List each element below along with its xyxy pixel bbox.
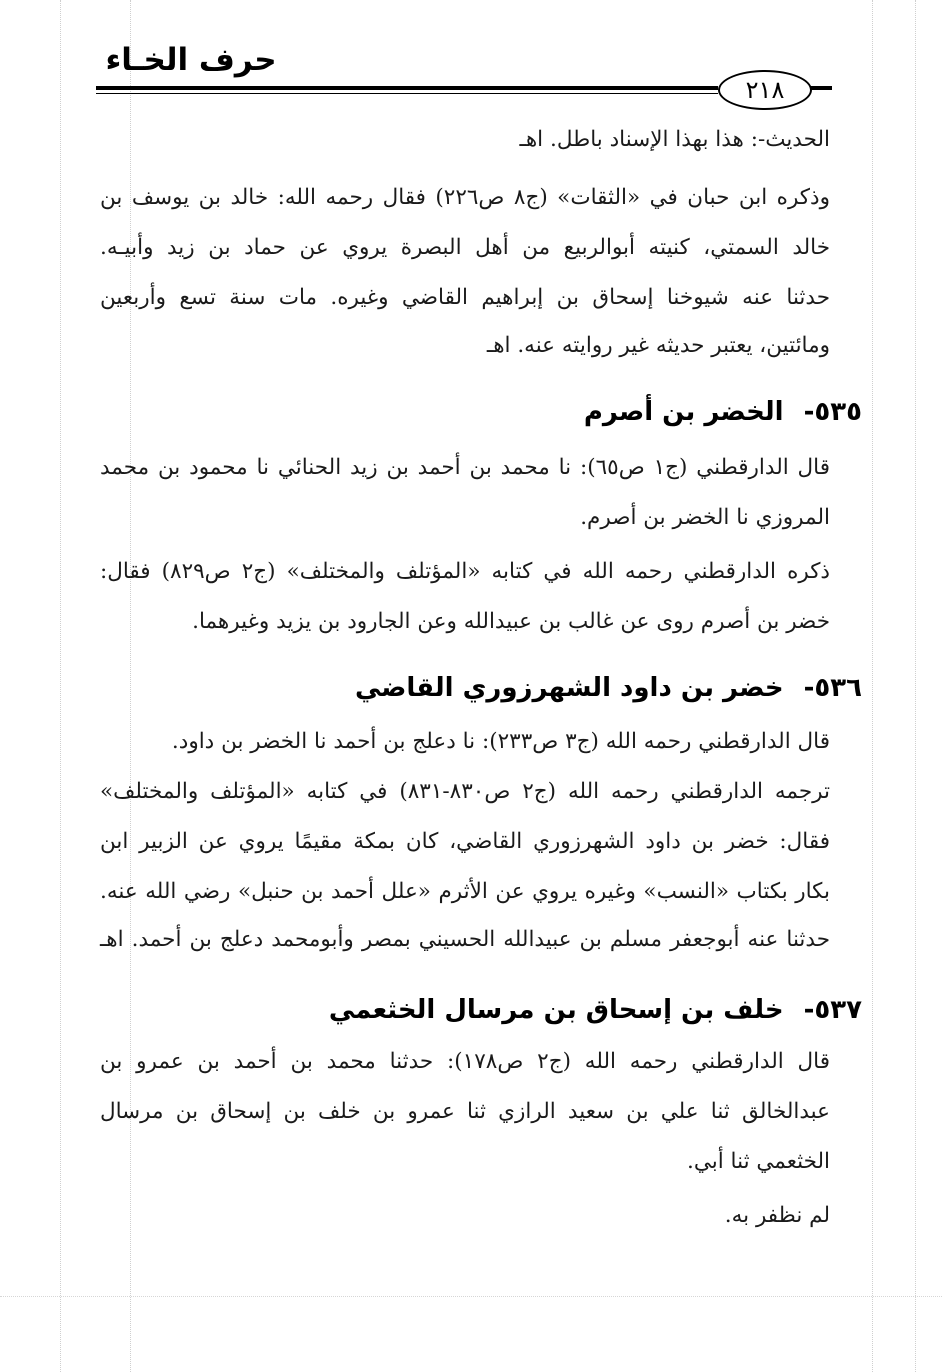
header-rule	[96, 86, 718, 90]
chapter-title: حرف الخـاء	[105, 42, 277, 78]
text-line: فقال: خضر بن داود الشهرزوري القاضي، كان بمكة مقيمًا يروي عن الزبير ابن	[100, 829, 830, 854]
text-line: عبدالخالق ثنا علي بن سعيد الرازي ثنا عمرو بن خلف بن إسحاق بن مرسال	[100, 1099, 830, 1124]
entry-heading	[102, 392, 862, 432]
scan-guide-line	[60, 0, 61, 1372]
text-line: قال الدارقطني رحمه الله (ج٣ ص٢٣٣): نا دعلج بن أحمد نا الخضر بن داود.	[171, 729, 830, 754]
scan-guide-line	[915, 0, 916, 1372]
text-line: ذكره الدارقطني رحمه الله في كتابه «المؤتلف والمختلف» (ج٢ ص٨٢٩) فقال:	[100, 559, 831, 584]
text-line: الخثعمي ثنا أبي.	[686, 1149, 830, 1174]
text-line: الحديث-: هذا بهذا الإسناد باطل. اهـ	[519, 127, 830, 152]
entry-number: ٥٣٧-	[803, 995, 862, 1025]
entry-number: ٥٣٥-	[803, 397, 862, 427]
scan-guide-line	[0, 1296, 942, 1297]
entry-name: خلف بن إسحاق بن مرسال الخثعمي	[328, 995, 784, 1025]
text-line: خالد السمتي، كنيته أبوالربيع من أهل البصرة يروي عن حماد بن زيد وأبيـه.	[100, 235, 830, 260]
text-line: لم نظفر به.	[724, 1203, 830, 1228]
entry-heading	[102, 668, 862, 708]
text-line: المروزي نا الخضر بن أصرم.	[580, 505, 830, 530]
text-line: قال الدارقطني (ج١ ص٦٥): نا محمد بن أحمد بن زيد الحنائي نا محمود بن محمد	[100, 455, 830, 480]
entry-name: الخضر بن أصرم	[583, 397, 784, 427]
text-line: حدثنا عنه شيوخنا إسحاق بن إبراهيم القاضي وغيره. مات سنة تسع وأربعين	[100, 285, 830, 310]
text-line: خضر بن أصرم روى عن غالب بن عبيدالله وعن الجارود بن يزيد وغيرهما.	[192, 609, 830, 634]
text-line: حدثنا عنه أبوجعفر مسلم بن عبيدالله الحسيني بمصر وأبومحمد دعلج بن أحمد. اهـ	[100, 927, 830, 952]
header-rule	[96, 93, 718, 94]
text-line: وذكره ابن حبان في «الثقات» (ج٨ ص٢٢٦) فقال رحمه الله: خالد بن يوسف بن	[100, 185, 830, 210]
text-line: ومائتين، يعتبر حديثه غير روايته عنه. اهـ	[486, 333, 830, 358]
entry-number: ٥٣٦-	[803, 673, 862, 703]
entry-heading	[102, 990, 862, 1030]
text-line: قال الدارقطني رحمه الله (ج٢ ص١٧٨): حدثنا محمد بن أحمد بن عمرو بن	[100, 1049, 831, 1074]
text-line: ترجمه الدارقطني رحمه الله (ج٢ ص٨٣٠-٨٣١) في كتابه «المؤتلف والمختلف»	[100, 779, 831, 804]
text-line: بكار بكتاب «النسب» وغيره يروي عن الأثرم «علل أحمد بن حنبل» رضي الله عنه.	[100, 879, 830, 904]
scan-guide-line	[872, 0, 873, 1372]
entry-name: خضر بن داود الشهرزوري القاضي	[354, 673, 784, 703]
page-number: ٢١٨	[718, 70, 812, 110]
